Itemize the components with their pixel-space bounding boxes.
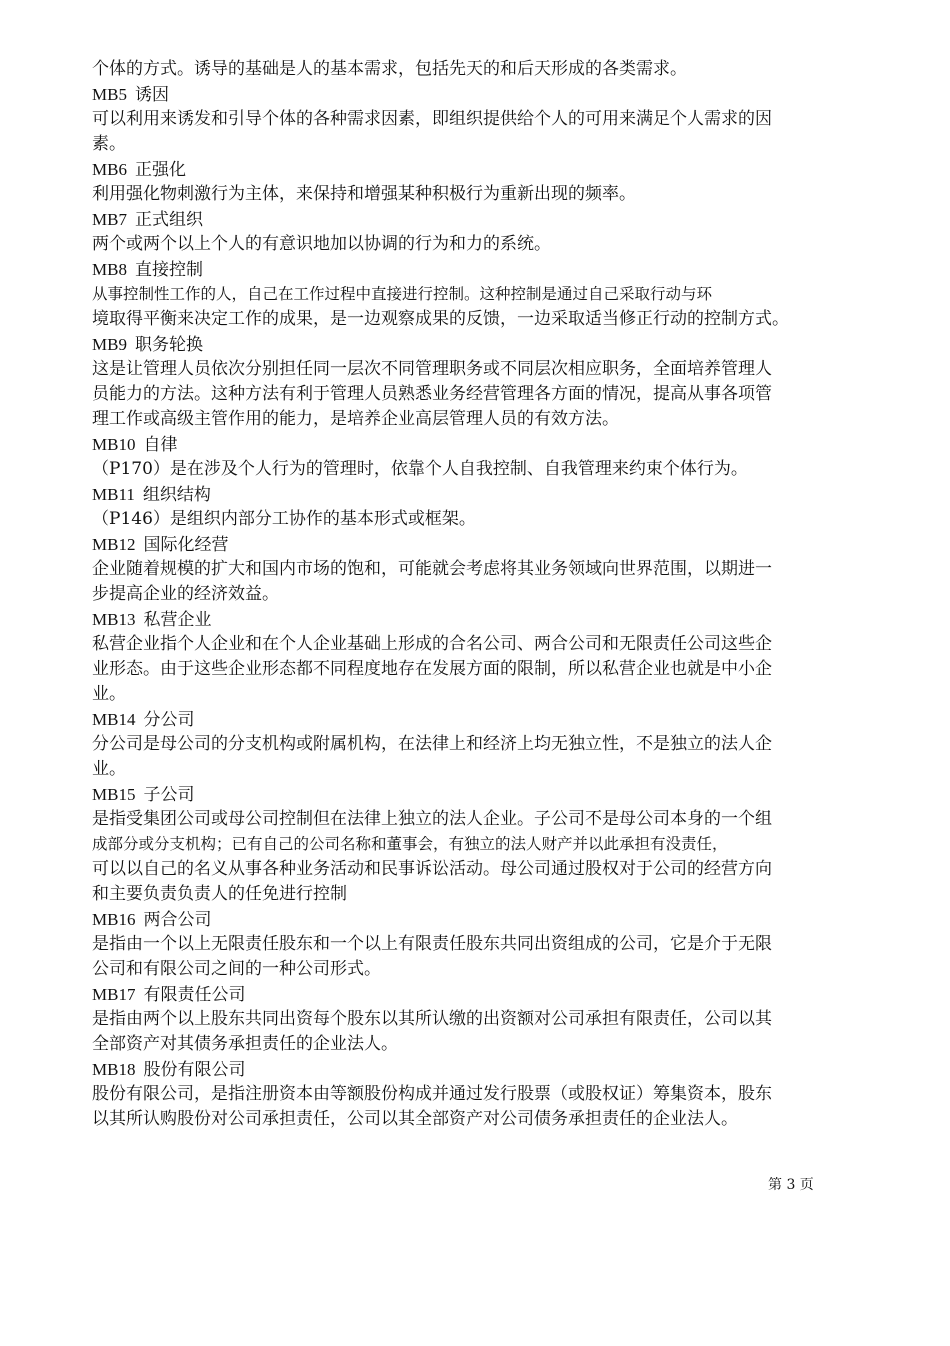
term-title: 正式组织 <box>134 210 203 230</box>
term-code: MB16 <box>92 910 136 929</box>
term-title: 组织结构 <box>142 485 211 505</box>
term-definition-line: 以其所认购股份对公司承担责任，公司以其全部资产对公司债务承担责任的企业法人。 <box>92 1109 738 1129</box>
term-entry <box>92 707 872 782</box>
term-heading <box>92 782 872 807</box>
term-definition-line: 业。 <box>92 684 126 704</box>
term-title: 有限责任公司 <box>143 985 246 1005</box>
term-heading <box>92 907 872 932</box>
term-heading <box>92 1057 872 1082</box>
term-title: 国际化经营 <box>143 535 229 555</box>
term-definition-line: 是指由一个以上无限责任股东和一个以上有限责任股东共同出资组成的公司，它是介于无限 <box>92 934 772 954</box>
term-code: MB11 <box>92 485 135 504</box>
term-code: MB18 <box>92 1060 136 1079</box>
term-code: MB9 <box>92 335 127 354</box>
term-definition-line: 股份有限公司，是指注册资本由等额股份构成并通过发行股票（或股权证）筹集资本，股东 <box>92 1084 772 1104</box>
term-code: MB7 <box>92 210 127 229</box>
term-code: MB17 <box>92 985 136 1004</box>
term-definition-line: 公司和有限公司之间的一种公司形式。 <box>92 959 381 979</box>
term-code: MB10 <box>92 435 136 454</box>
term-entry <box>92 332 872 432</box>
term-code: MB8 <box>92 260 127 279</box>
term-heading <box>92 82 872 107</box>
term-definition-line: 境取得平衡来决定工作的成果，是一边观察成果的反馈，一边采取适当修正行动的控制方式。 <box>92 309 789 329</box>
term-definition-line: （P146）是组织内部分工协作的基本形式或框架。 <box>92 509 476 529</box>
term-code: MB12 <box>92 535 136 554</box>
term-heading <box>92 432 872 457</box>
term-definition-line: 私营企业指个人企业和在个人企业基础上形成的合名公司、两合公司和无限责任公司这些企 <box>92 634 772 654</box>
term-definition-line: 企业随着规模的扩大和国内市场的饱和，可能就会考虑将其业务领域向世界范围，以期进一 <box>92 559 772 579</box>
term-heading <box>92 482 872 507</box>
term-entry <box>92 157 872 207</box>
term-definition-line: 成部分或分支机构；已有自己的公司名称和董事会，有独立的法人财产并以此承担有没责任， <box>92 835 728 853</box>
term-definition-line: 业形态。由于这些企业形态都不同程度地存在发展方面的限制，所以私营企业也就是中小企 <box>92 659 772 679</box>
term-definition-line: 理工作或高级主管作用的能力，是培养企业高层管理人员的有效方法。 <box>92 409 619 429</box>
term-code: MB6 <box>92 160 127 179</box>
term-entry <box>92 207 872 257</box>
term-definition-line: （P170）是在涉及个人行为的管理时，依靠个人自我控制、自我管理来约束个体行为。 <box>92 459 748 479</box>
term-title: 正强化 <box>134 160 186 180</box>
term-definition-line: 从事控制性工作的人，自己在工作过程中直接进行控制。这种控制是通过自己采取行动与环 <box>92 285 713 303</box>
term-definition-line: 是指由两个以上股东共同出资每个股东以其所认缴的出资额对公司承担有限责任，公司以其 <box>92 1009 772 1029</box>
term-definition-line: 员能力的方法。这种方法有利于管理人员熟悉业务经营管理各方面的情况，提高从事各项管 <box>92 384 772 404</box>
term-heading <box>92 532 872 557</box>
term-heading <box>92 982 872 1007</box>
term-definition-line: 可以以自己的名义从事各种业务活动和民事诉讼活动。母公司通过股权对于公司的经营方向 <box>92 859 772 879</box>
term-definition-line: 全部资产对其债务承担责任的企业法人。 <box>92 1034 398 1054</box>
term-title: 私营企业 <box>143 610 212 630</box>
term-entry <box>92 607 872 707</box>
term-entry <box>92 782 872 907</box>
term-heading <box>92 157 872 182</box>
term-title: 分公司 <box>143 710 195 730</box>
term-title: 职务轮换 <box>134 335 203 355</box>
term-definition-line: 是指受集团公司或母公司控制但在法律上独立的法人企业。子公司不是母公司本身的一个组 <box>92 809 772 829</box>
term-entry <box>92 257 872 332</box>
term-title: 子公司 <box>143 785 195 805</box>
term-definition-line: 素。 <box>92 134 126 154</box>
term-heading <box>92 257 872 282</box>
term-title: 诱因 <box>134 85 169 105</box>
term-entry <box>92 1057 872 1132</box>
term-definition-line: 这是让管理人员依次分别担任同一层次不同管理职务或不同层次相应职务，全面培养管理人 <box>92 359 772 379</box>
term-definition-line: 可以利用来诱发和引导个体的各种需求因素，即组织提供给个人的可用来满足个人需求的因 <box>92 109 772 129</box>
term-heading <box>92 207 872 232</box>
intro-line: 个体的方式。诱导的基础是人的基本需求，包括先天的和后天形成的各类需求。 <box>92 59 687 79</box>
term-definition-line: 分公司是母公司的分支机构或附属机构，在法律上和经济上均无独立性，不是独立的法人企 <box>92 734 772 754</box>
term-code: MB13 <box>92 610 136 629</box>
term-heading <box>92 332 872 357</box>
term-code: MB15 <box>92 785 136 804</box>
term-entry <box>92 482 872 532</box>
term-definition-line: 两个或两个以上个人的有意识地加以协调的行为和力的系统。 <box>92 234 551 254</box>
term-definition-line: 步提高企业的经济效益。 <box>92 584 279 604</box>
term-definition-line: 业。 <box>92 759 126 779</box>
term-heading <box>92 607 872 632</box>
term-title: 自律 <box>143 435 178 455</box>
term-definition-line: 利用强化物刺激行为主体，来保持和增强某种积极行为重新出现的频率。 <box>92 184 636 204</box>
term-title: 两合公司 <box>143 910 212 930</box>
document-body <box>92 57 872 1132</box>
page-number: 第 3 页 <box>768 1177 814 1193</box>
term-title: 股份有限公司 <box>143 1060 246 1080</box>
term-title: 直接控制 <box>134 260 203 280</box>
term-entry <box>92 982 872 1057</box>
term-definition-line: 和主要负责负责人的任免进行控制 <box>92 884 347 904</box>
term-entry <box>92 82 872 157</box>
term-code: MB5 <box>92 85 127 104</box>
term-heading <box>92 707 872 732</box>
term-entry <box>92 532 872 607</box>
term-entry <box>92 907 872 982</box>
term-entry <box>92 432 872 482</box>
term-code: MB14 <box>92 710 136 729</box>
